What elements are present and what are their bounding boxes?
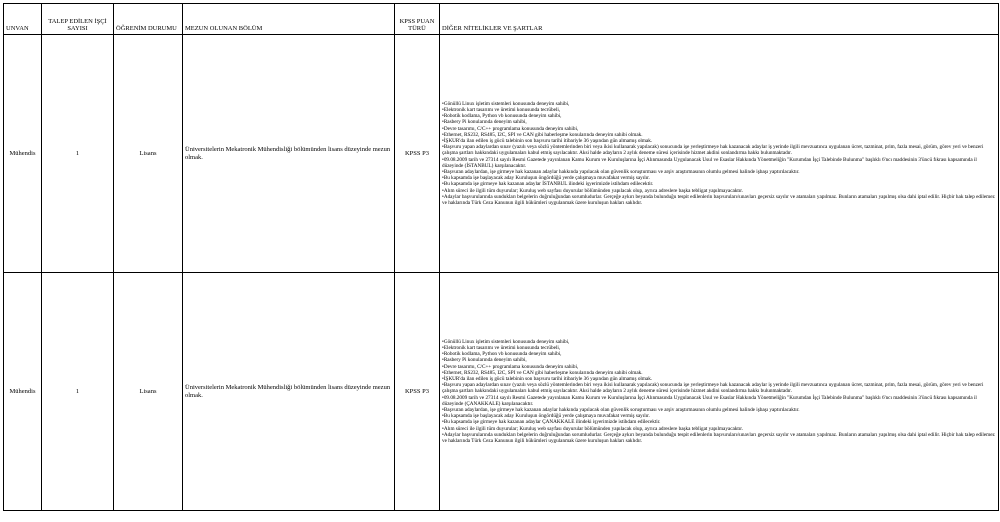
cell-education: Lisans — [114, 273, 183, 511]
cell-kpss: KPSS P3 — [395, 273, 440, 511]
requirement-item: • 09.08.2009 tarih ve 27314 sayılı Resmi Gazetede yayınlanan Kamu Kurum ve Kuruluşlarına İşçi Alınmasında Uygulanacak Usul ve Esaslar Hakkında Yönetmeliğin "Kurumdan İşçi Talebinde Bulunma" başlıklı 6'ncı maddesinin 3'üncü fıkrası kapsamında il düzeyinde (İSTANBUL) karşılanacaktır. — [442, 157, 996, 169]
requirement-item: • 09.08.2009 tarih ve 27314 sayılı Resmi Gazetede yayınlanan Kamu Kurum ve Kuruluşlarına İşçi Alınmasında Uygulanacak Usul ve Esaslar Hakkında Yönetmeliğin "Kurumdan İşçi Talebinde Bulunma" başlıklı 6'ncı maddesinin 3'üncü fıkrası kapsamında il düzeyinde (ÇANAKKALE) karşılanacaktır. — [442, 395, 996, 407]
table-row — [4, 273, 999, 511]
requirement-item: • Başvuru yapan adaylardan sınav (yazılı veya sözlü yöntemlerinden biri veya ikisi kullanarak yapılacak) sonucunda işe yerleştirmeye hak kazanacak adaylar iş yerinde ilgili mevzuatınca uygulanan ücret, tazminat, prim, fazla mesai, görüm, görev yeri ve benzeri çalışma şartları hakkındaki uygulamaları kabul etmiş sayılacaktır. Aksi halde adayların 2 aylık deneme süresi içerisinde hizmet akdini sonlandırma hakkı bulunmaktadır. — [442, 144, 996, 156]
table-row — [4, 35, 999, 273]
cell-department: Üniversitelerin Mekatronik Mühendisliği bölümünden lisans düzeyinde mezun olmak. — [183, 273, 395, 511]
table-header-row — [4, 4, 999, 35]
requirement-item: • Devre tasarımı, C/C++ programlama konusunda deneyim sahibi, — [442, 364, 996, 370]
requirement-item: • Robotik kodlama, Python vb konusunda deneyim sahibi, — [442, 351, 996, 357]
cell-count: 1 — [42, 273, 114, 511]
requirement-item: • Bu kapsamda işe girmeye hak kazanan adaylar İSTANBUL ilindeki işyerimizde istihdam edilecektir. — [442, 181, 996, 187]
requirement-item: • İŞKUR'da ilan edilen iş gücü talebinin son başvuru tarihi itibariyle 36 yaşından gün almamış olmak. — [442, 376, 996, 382]
cell-requirements — [440, 273, 999, 511]
cell-requirements — [440, 35, 999, 273]
header-requested-count: TALEP EDİLEN İŞÇİ SAYISI — [42, 4, 114, 35]
cell-title: Mühendis — [4, 273, 42, 511]
cell-education: Lisans — [114, 35, 183, 273]
requirement-item: • Bu kapsamda işe başlayacak aday Kuruluşun öngördüğü yerde çalışmaya muvafakat vermiş sayılır. — [442, 413, 996, 419]
requirement-item: • Robotik kodlama, Python vb konusunda deneyim sahibi, — [442, 113, 996, 119]
header-unvan: UNVAN — [4, 4, 42, 35]
cell-title: Mühendis — [4, 35, 42, 273]
requirement-item: • Elektronik kart tasarımı ve üretimi konusunda tecrübeli, — [442, 345, 996, 351]
requirement-item: • Gönüllü Linux işletim sistemleri konusunda deneyim sahibi, — [442, 101, 996, 107]
header-other-requirements: DİĞER NİTELİKLER VE ŞARTLAR — [440, 4, 999, 35]
requirement-item: • Rasbery Pi konularında deneyim sahibi, — [442, 119, 996, 125]
requirement-item: • Başvuran adaylardan, işe girmeye hak kazanan adaylar hakkında yapılacak olan güvenlik soruşturması ve arşiv araştırmasının olumlu gelmesi halinde işbaşı yaptırılacaktır. — [442, 407, 996, 413]
job-requirements-table — [3, 3, 999, 511]
requirement-item: • Bu kapsamda işe başlayacak aday Kuruluşun öngördüğü yerde çalışmaya muvafakat vermiş sayılır. — [442, 175, 996, 181]
cell-department: Üniversitelerin Mekatronik Mühendisliği bölümünden lisans düzeyinde mezun olmak. — [183, 35, 395, 273]
requirement-item: • İŞKUR'da ilan edilen iş gücü talebinin son başvuru tarihi itibariyle 36 yaşından gün almamış olmak. — [442, 138, 996, 144]
header-education: ÖĞRENİM DURUMU — [114, 4, 183, 35]
cell-count: 1 — [42, 35, 114, 273]
cell-kpss: KPSS P3 — [395, 35, 440, 273]
requirement-item: • Ethernet, RS232, RS485, I2C, SPI ve CAN gibi haberleşme konularında deneyim sahibi olmak. — [442, 370, 996, 376]
requirement-item: • Adaylar başvurularında sundukları belgelerin doğruluğundan sorumludurlar. Gerçeğe aykırı beyanda bulunduğu tespit edilenlerin başvuruları/sınavları geçersiz sayılır ve atamaları yapılmaz. Bunların atamaları yapılmış olsa dahi iptal edilir. Hiçbir hak talep edilemez ve haklarında Türk Ceza Kanunun ilgili hükümleri uygulanmak üzere kuruluşun hakları saklıdır. — [442, 194, 996, 206]
header-department: MEZUN OLUNAN BÖLÜM — [183, 4, 395, 35]
requirement-item: • Rasbery Pi konularında deneyim sahibi, — [442, 357, 996, 363]
requirement-item: • Elektronik kart tasarımı ve üretimi konusunda tecrübeli, — [442, 107, 996, 113]
header-kpss: KPSS PUAN TÜRÜ — [395, 4, 440, 35]
requirement-item: • Devre tasarımı, C/C++ programlama konusunda deneyim sahibi, — [442, 126, 996, 132]
requirement-item: • Alım süreci ile ilgili tüm duyurular; Kuruluş web sayfası duyurular bölümünden yapılacak olup, ayrıca adreslere başka tebligat yapılmayacaktır. — [442, 188, 996, 194]
requirement-item: • Adaylar başvurularında sundukları belgelerin doğruluğundan sorumludurlar. Gerçeğe aykırı beyanda bulunduğu tespit edilenlerin başvuruları/sınavları geçersiz sayılır ve atamaları yapılmaz. Bunların atamaları yapılmış olsa dahi iptal edilir. Hiçbir hak talep edilemez ve haklarında Türk Ceza Kanunun ilgili hükümleri uygulanmak üzere kuruluşun hakları saklıdır. — [442, 432, 996, 444]
requirement-item: • Gönüllü Linux işletim sistemleri konusunda deneyim sahibi, — [442, 339, 996, 345]
requirement-item: • Ethernet, RS232, RS485, I2C, SPI ve CAN gibi haberleşme konularında deneyim sahibi olmak. — [442, 132, 996, 138]
requirement-item: • Başvuru yapan adaylardan sınav (yazılı veya sözlü yöntemlerinden biri veya ikisi kullanarak yapılacak) sonucunda işe yerleştirmeye hak kazanacak adaylar iş yerinde ilgili mevzuatınca uygulanan ücret, tazminat, prim, fazla mesai, görüm, görev yeri ve benzeri çalışma şartları hakkındaki uygulamaları kabul etmiş sayılacaktır. Aksi halde adayların 2 aylık deneme süresi içerisinde hizmet akdini sonlandırma hakkı bulunmaktadır. — [442, 382, 996, 394]
requirement-item: • Başvuran adaylardan, işe girmeye hak kazanan adaylar hakkında yapılacak olan güvenlik soruşturması ve arşiv araştırmasının olumlu gelmesi halinde işbaşı yaptırılacaktır. — [442, 169, 996, 175]
requirement-item: • Alım süreci ile ilgili tüm duyurular; Kuruluş web sayfası duyurular bölümünden yapılacak olup, ayrıca adreslere başka tebligat yapılmayacaktır. — [442, 426, 996, 432]
requirement-item: • Bu kapsamda işe girmeye hak kazanan adaylar ÇANAKKALE ilindeki işyerimizde istihdam edilecektir. — [442, 419, 996, 425]
